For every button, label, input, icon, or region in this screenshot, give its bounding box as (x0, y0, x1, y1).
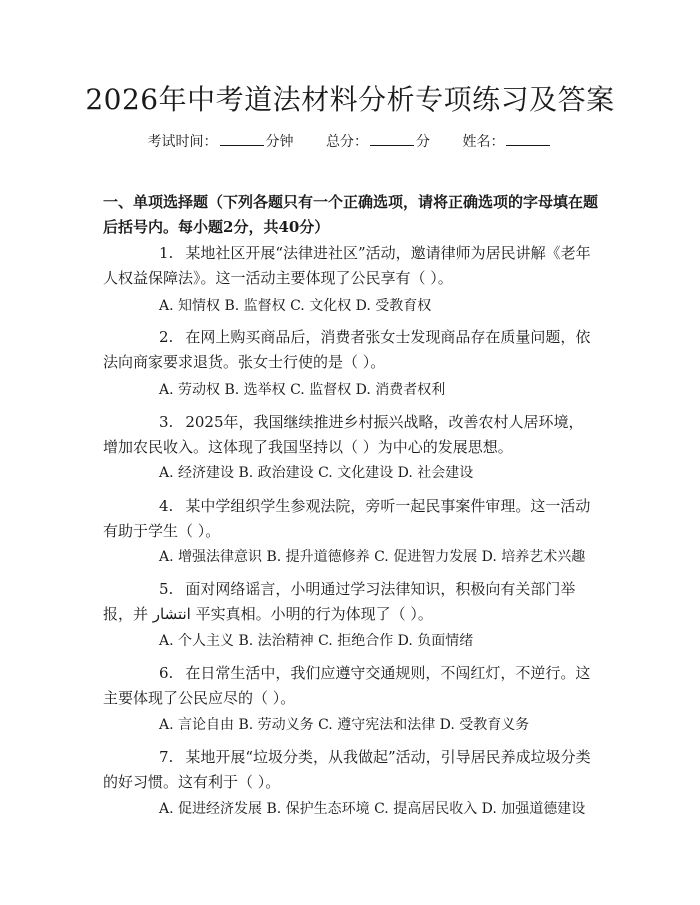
question-stem: 面对网络谣言，小明通过学习法律知识，积极向有关部门举报，并 انتشار 平实真相。小明的行为体现了（ ）。 (103, 580, 576, 623)
score-blank (370, 131, 414, 146)
question-1-options: A. 知情权 B. 监督权 C. 文化权 D. 受教育权 (159, 298, 432, 314)
question-stem: 某地社区开展“法律进社区”活动，邀请律师为居民讲解《老年人权益保障法》。这一活动主要体现了公民享有（ ）。 (103, 244, 591, 287)
exam-time (148, 131, 294, 152)
exam-meta (0, 131, 700, 152)
time-blank (220, 131, 264, 146)
question-stem: 2025年，我国继续推进乡村振兴战略，改善农村人居环境，增加农民收入。这体现了我国坚持以（ ）为中心的发展思想。 (103, 413, 584, 456)
score-label: 总分： (326, 134, 368, 150)
question-2-options: A. 劳动权 B. 选举权 C. 监督权 D. 消费者权利 (159, 382, 446, 398)
question-stem: 某中学组织学生参观法院，旁听一起民事案件审理。这一活动有助于学生（ ）。 (103, 497, 591, 540)
question-number: 6. (159, 664, 174, 682)
time-label: 考试时间： (147, 134, 218, 150)
question-number: 3. (159, 413, 174, 431)
question-number: 2. (159, 328, 174, 346)
score-unit: 分 (416, 134, 430, 150)
question-number: 5. (159, 580, 174, 598)
name-label: 姓名： (462, 134, 505, 150)
question-stem: 某地开展“垃圾分类，从我做起”活动，引导居民养成垃圾分类的好习惯。这有利于（ ）。 (103, 748, 591, 791)
question-5-options: A. 个人主义 B. 法治精神 C. 拒绝合作 D. 负面情绪 (159, 633, 474, 649)
question-7 (103, 745, 598, 795)
question-3-options: A. 经济建设 B. 政治建设 C. 文化建设 D. 社会建设 (159, 465, 474, 481)
page-title: 2026年中考道法材料分析专项练习及答案 (85, 83, 615, 116)
section-heading: 一、单项选择题（下列各题只有一个正确选项，请将正确选项的字母填在题后括号内。每小题2分，共40分） (103, 193, 599, 236)
question-4-options: A. 增强法律意识 B. 提升道德修养 C. 促进智力发展 D. 培养艺术兴趣 (159, 549, 586, 565)
question-6-options: A. 言论自由 B. 劳动义务 C. 遵守宪法和法律 D. 受教育义务 (159, 717, 530, 733)
question-2 (103, 325, 598, 375)
question-6 (103, 661, 598, 711)
question-3 (103, 410, 598, 460)
question-7-options: A. 促进经济发展 B. 保护生态环境 C. 提高居民收入 D. 加强道德建设 (159, 801, 586, 817)
exam-name (462, 131, 552, 152)
question-stem: 在日常生活中，我们应遵守交通规则，不闯红灯，不逆行。这主要体现了公民应尽的（ ）。 (103, 664, 591, 707)
time-unit: 分钟 (265, 134, 294, 150)
question-number: 1. (159, 244, 174, 262)
question-4 (103, 494, 598, 544)
question-stem: 在网上购买商品后，消费者张女士发现商品存在质量问题，依法向商家要求退货。张女士行使的是（ ）。 (103, 328, 591, 371)
question-1 (103, 241, 598, 291)
exam-score (326, 131, 430, 152)
name-blank (506, 131, 550, 146)
question-number: 4. (159, 497, 174, 515)
question-number: 7. (159, 748, 174, 766)
question-5 (103, 577, 598, 627)
